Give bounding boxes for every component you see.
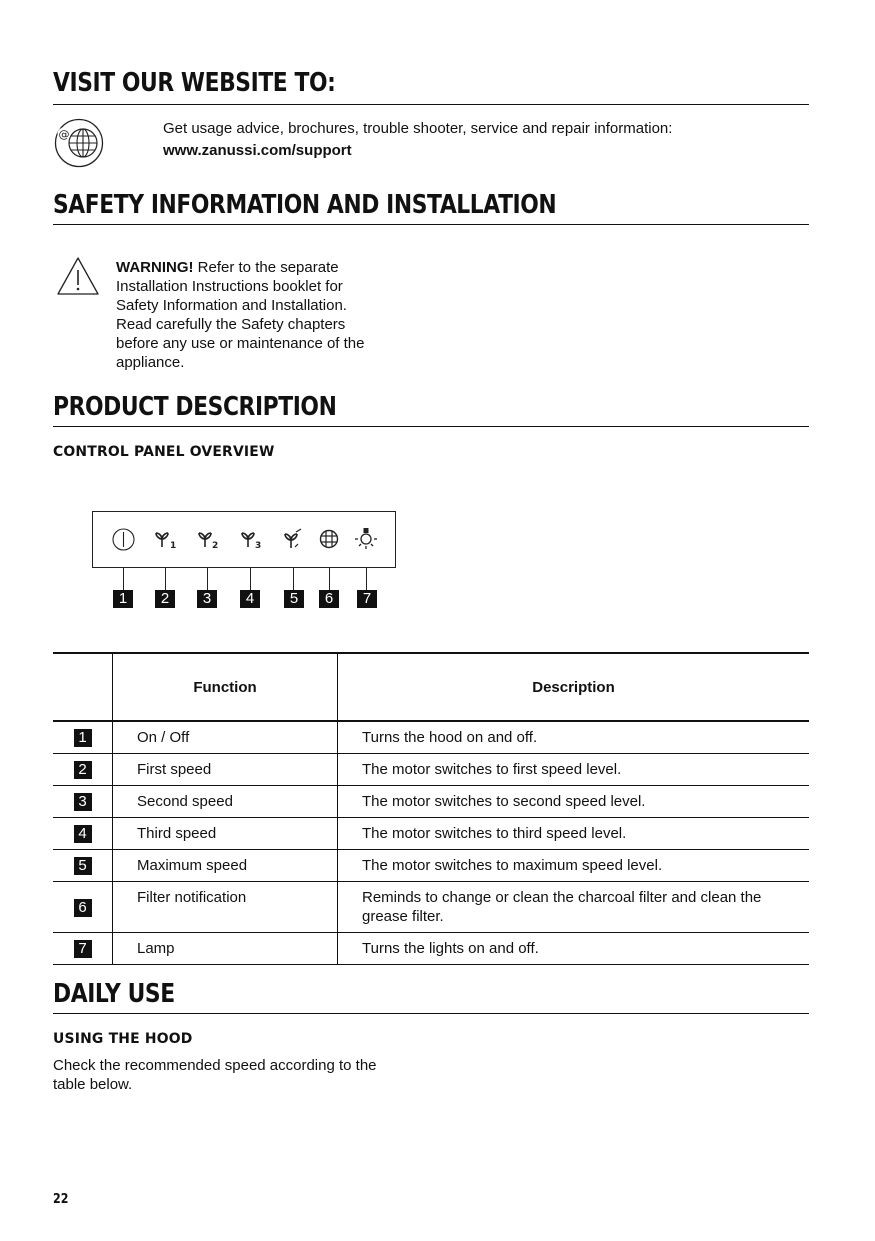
table-header-number	[53, 653, 113, 721]
filter-grid-icon	[319, 529, 339, 549]
text-line: Check the recommended speed according to the	[53, 1057, 377, 1074]
table-row	[53, 933, 809, 965]
row-number	[53, 850, 113, 882]
number-badge: 7	[74, 940, 92, 958]
warning-text	[116, 258, 365, 372]
table-header-description: Description	[338, 653, 810, 721]
callout-line	[366, 568, 367, 590]
using-hood-subheading: USING THE HOOD	[53, 1031, 193, 1047]
row-function: On / Off	[113, 721, 338, 754]
row-number	[53, 933, 113, 965]
power-icon	[112, 528, 135, 551]
callout-number: 5	[284, 590, 304, 608]
warning-line: Installation Instructions booklet for	[116, 278, 343, 295]
warning-line: Read carefully the Safety chapters	[116, 316, 346, 333]
callout-number: 3	[197, 590, 217, 608]
website-link[interactable]: www.zanussi.com/support	[163, 142, 352, 159]
callout-number: 4	[240, 590, 260, 608]
warning-label: WARNING!	[116, 259, 194, 276]
svg-text:3: 3	[255, 541, 262, 550]
row-description: Reminds to change or clean the charcoal filter and clean the grease filter.	[338, 882, 810, 933]
divider	[53, 1013, 809, 1014]
number-badge: 1	[74, 729, 92, 747]
website-heading: VISIT OUR WEBSITE TO:	[53, 68, 336, 98]
callout-line	[165, 568, 166, 590]
table-row	[53, 754, 809, 786]
fan-max-speed-icon	[282, 527, 306, 551]
callout-line	[123, 568, 124, 590]
callout-number: 6	[319, 590, 339, 608]
row-number	[53, 882, 113, 933]
warning-line: Refer to the separate	[193, 259, 339, 276]
row-function: First speed	[113, 754, 338, 786]
table-header-row	[53, 653, 809, 721]
row-number	[53, 754, 113, 786]
number-badge: 2	[74, 761, 92, 779]
row-number	[53, 721, 113, 754]
row-function: Third speed	[113, 818, 338, 850]
callout-line	[329, 568, 330, 590]
callout-line	[207, 568, 208, 590]
fan-speed-1-icon	[153, 530, 177, 550]
warning-line: before any use or maintenance of the	[116, 335, 365, 352]
row-description: The motor switches to maximum speed level.	[338, 850, 810, 882]
callout-number: 2	[155, 590, 175, 608]
number-badge: 3	[74, 793, 92, 811]
lamp-icon	[353, 526, 379, 552]
daily-use-text	[53, 1056, 377, 1094]
row-function: Maximum speed	[113, 850, 338, 882]
row-description: The motor switches to first speed level.	[338, 754, 810, 786]
warning-line: Safety Information and Installation.	[116, 297, 347, 314]
svg-text:@: @	[58, 128, 70, 141]
svg-text:2: 2	[212, 541, 219, 550]
web-globe-icon	[54, 118, 104, 168]
number-badge: 5	[74, 857, 92, 875]
table-row	[53, 850, 809, 882]
control-panel-subheading: CONTROL PANEL OVERVIEW	[53, 444, 275, 460]
divider	[53, 104, 809, 105]
row-number	[53, 786, 113, 818]
warning-triangle-icon	[56, 256, 100, 296]
table-row	[53, 882, 809, 933]
divider	[53, 224, 809, 225]
table-row	[53, 818, 809, 850]
function-table	[53, 652, 809, 965]
callout-number: 1	[113, 590, 133, 608]
row-description: The motor switches to second speed level.	[338, 786, 810, 818]
product-heading: PRODUCT DESCRIPTION	[53, 392, 337, 422]
callout-line	[293, 568, 294, 590]
fan-speed-3-icon	[239, 530, 263, 550]
callout-line	[250, 568, 251, 590]
daily-use-heading: DAILY USE	[53, 979, 175, 1009]
page-number: 22	[53, 1192, 69, 1207]
row-function: Lamp	[113, 933, 338, 965]
number-badge: 6	[74, 899, 92, 917]
row-function: Second speed	[113, 786, 338, 818]
safety-heading: SAFETY INFORMATION AND INSTALLATION	[53, 190, 557, 220]
svg-text:1: 1	[170, 541, 177, 550]
divider	[53, 426, 809, 427]
row-description: Turns the hood on and off.	[338, 721, 810, 754]
row-description: Turns the lights on and off.	[338, 933, 810, 965]
table-header-function: Function	[113, 653, 338, 721]
row-description: The motor switches to third speed level.	[338, 818, 810, 850]
callout-number: 7	[357, 590, 377, 608]
warning-line: appliance.	[116, 354, 185, 371]
text-line: table below.	[53, 1076, 133, 1093]
table-row	[53, 786, 809, 818]
website-text: Get usage advice, brochures, trouble shooter, service and repair information:	[163, 120, 673, 137]
table-row	[53, 721, 809, 754]
row-function: Filter notification	[113, 882, 338, 933]
row-number	[53, 818, 113, 850]
fan-speed-2-icon	[196, 530, 220, 550]
number-badge: 4	[74, 825, 92, 843]
